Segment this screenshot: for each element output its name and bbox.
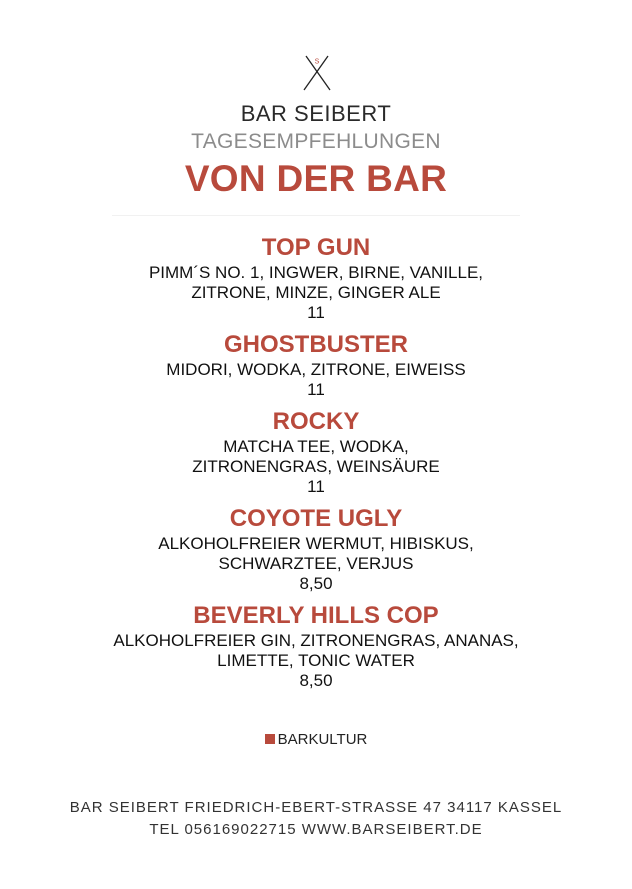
drink-price: 8,50 — [299, 574, 333, 593]
bar-name: BAR SEIBERT — [240, 101, 392, 126]
drink-name: ROCKY — [272, 408, 360, 435]
drink-price: 11 — [307, 477, 325, 496]
drink-price: 11 — [307, 303, 325, 322]
drink-ingredients: ALKOHOLFREIER WERMUT, HIBISKUS, — [158, 534, 474, 553]
crossed-sticks-logo-icon — [301, 52, 333, 92]
red-square-icon — [265, 734, 275, 744]
drink-name: COYOTE UGLY — [229, 505, 403, 532]
drink-ingredients: ALKOHOLFREIER GIN, ZITRONENGRAS, ANANAS, — [113, 631, 519, 650]
menu-item-ghostbuster — [0, 330, 632, 400]
menu-item-rocky — [0, 407, 632, 497]
menu-item-coyote-ugly — [0, 504, 632, 594]
drink-ingredients: MATCHA TEE, WODKA, — [223, 437, 409, 456]
menu-item-beverly-hills-cop — [0, 601, 632, 691]
divider — [112, 215, 520, 216]
drink-name: TOP GUN — [261, 234, 371, 261]
drink-price: 8,50 — [299, 671, 333, 690]
drink-price: 11 — [307, 380, 325, 399]
drinks-list — [0, 233, 632, 698]
drink-ingredients: ZITRONE, MINZE, GINGER ALE — [191, 283, 441, 302]
drink-name: BEVERLY HILLS COP — [193, 602, 439, 629]
page-title: VON DER BAR — [184, 158, 448, 199]
drink-ingredients: LIMETTE, TONIC WATER — [217, 651, 415, 670]
drink-ingredients: PIMM´S NO. 1, INGWER, BIRNE, VANILLE, — [148, 263, 484, 282]
tag-label: BARKULTUR — [277, 731, 368, 748]
drink-name: GHOSTBUSTER — [223, 331, 408, 358]
logo-letter: S — [314, 58, 320, 66]
drink-ingredients: ZITRONENGRAS, WEINSÄURE — [192, 457, 440, 476]
menu-item-top-gun — [0, 233, 632, 323]
barkultur-tag — [0, 731, 632, 748]
drink-ingredients: SCHWARZTEE, VERJUS — [218, 554, 414, 573]
page-subtitle: TAGESEMPFEHLUNGEN — [191, 130, 441, 153]
footer-address: BAR SEIBERT FRIEDRICH-EBERT-STRASSE 47 34117 KASSEL — [69, 799, 563, 816]
drink-ingredients: MIDORI, WODKA, ZITRONE, EIWEISS — [166, 360, 466, 379]
footer-contact: TEL 056169022715 WWW.BARSEIBERT.DE — [149, 821, 483, 838]
